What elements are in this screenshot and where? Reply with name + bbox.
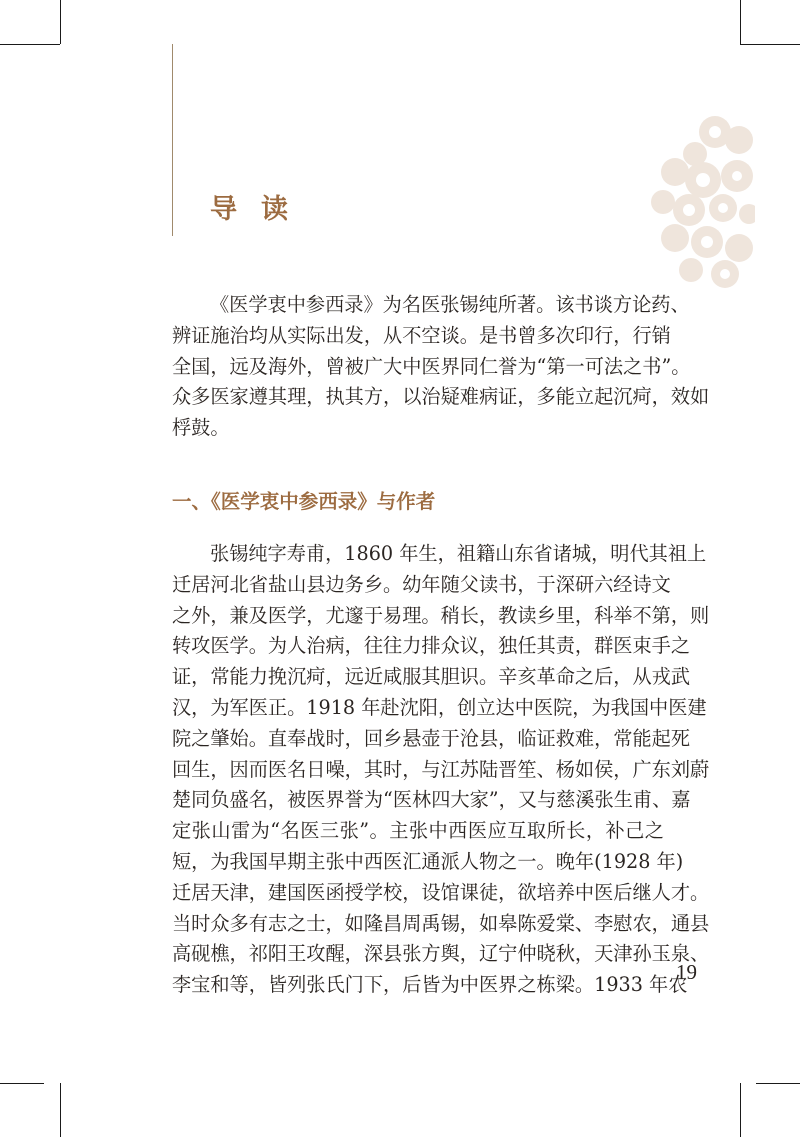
body-paragraph xyxy=(172,539,710,1001)
crop-mark-bottom-right-v xyxy=(740,1083,741,1137)
crop-mark-bottom-left-h xyxy=(0,1083,44,1084)
body-line: 李宝和等，皆列张氏门下，后皆为中医界之栋梁。1933 年农 xyxy=(172,973,688,997)
section-heading: 一、《医学衷中参西录》与作者 xyxy=(172,490,436,513)
body-line: 高砚樵，祁阳王攻醒，深县张方舆，辽宁仲晓秋，天津孙玉泉、 xyxy=(172,942,710,966)
body-line: 证，常能力挽沉疴，远近咸服其胆识。辛亥革命之后，从戎武 xyxy=(172,665,691,689)
intro-line: 《医学衷中参西录》为名医张锡纯所著。该书谈方论药、 xyxy=(210,293,690,316)
intro-line: 辨证施治均从实际出发，从不空谈。是书曾多次印行，行销 xyxy=(172,323,671,347)
body-line: 当时众多有志之士，如隆昌周禹锡，如皋陈爱棠、李慰农，通县 xyxy=(172,911,710,935)
body-line: 院之肇始。直奉战时，回乡悬壶于沧县，临证救难，常能起死 xyxy=(172,726,691,750)
body-line: 张锡纯字寿甫，1860 年生，祖籍山东省诸城，明代其祖上 xyxy=(210,542,707,565)
cloud-ornament-icon xyxy=(645,110,755,290)
crop-mark-top-left-v xyxy=(60,0,61,44)
page-title: 导读 xyxy=(210,194,312,225)
body-line: 汉，为军医正。1918 年赴沈阳，创立达中医院，为我国中医建 xyxy=(172,695,707,719)
body-line: 定张山雷为“名医三张”。主张中西医应互取所长，补己之 xyxy=(172,819,664,843)
intro-line: 全国，远及海外，曾被广大中医界同仁誉为“第一可法之书”。 xyxy=(172,354,691,378)
title-rule xyxy=(172,44,173,236)
crop-mark-bottom-right-h xyxy=(756,1083,800,1084)
body-line: 之外，兼及医学，尤邃于易理。稍长，教读乡里，科举不第，则 xyxy=(172,603,710,627)
crop-mark-top-left-h xyxy=(0,44,60,45)
intro-paragraph xyxy=(172,290,710,444)
body-line: 短，为我国早期主张中西医汇通派人物之一。晚年(1928 年) xyxy=(172,849,684,873)
page-number: 19 xyxy=(676,960,697,984)
intro-line: 众多医家遵其理，执其方，以治疑难病证，多能立起沉疴，效如 xyxy=(172,385,710,409)
body-line: 迁居天津，建国医函授学校，设馆课徒，欲培养中医后继人才。 xyxy=(172,880,710,904)
body-line: 转攻医学。为人治病，往往力排众议，独任其责，群医束手之 xyxy=(172,634,691,658)
body-line: 迁居河北省盐山县边务乡。幼年随父读书，于深研六经诗文 xyxy=(172,572,671,596)
crop-mark-top-right-h xyxy=(740,44,800,45)
crop-mark-top-right-v xyxy=(740,0,741,44)
crop-mark-bottom-left-v xyxy=(60,1083,61,1137)
body-line: 回生，因而医名日噪，其时，与江苏陆晋笙、杨如侯，广东刘蔚 xyxy=(172,757,710,781)
intro-line: 桴鼓。 xyxy=(172,416,230,440)
body-line: 楚同负盛名，被医界誉为“医林四大家”，又与慈溪张生甫、嘉 xyxy=(172,788,691,812)
